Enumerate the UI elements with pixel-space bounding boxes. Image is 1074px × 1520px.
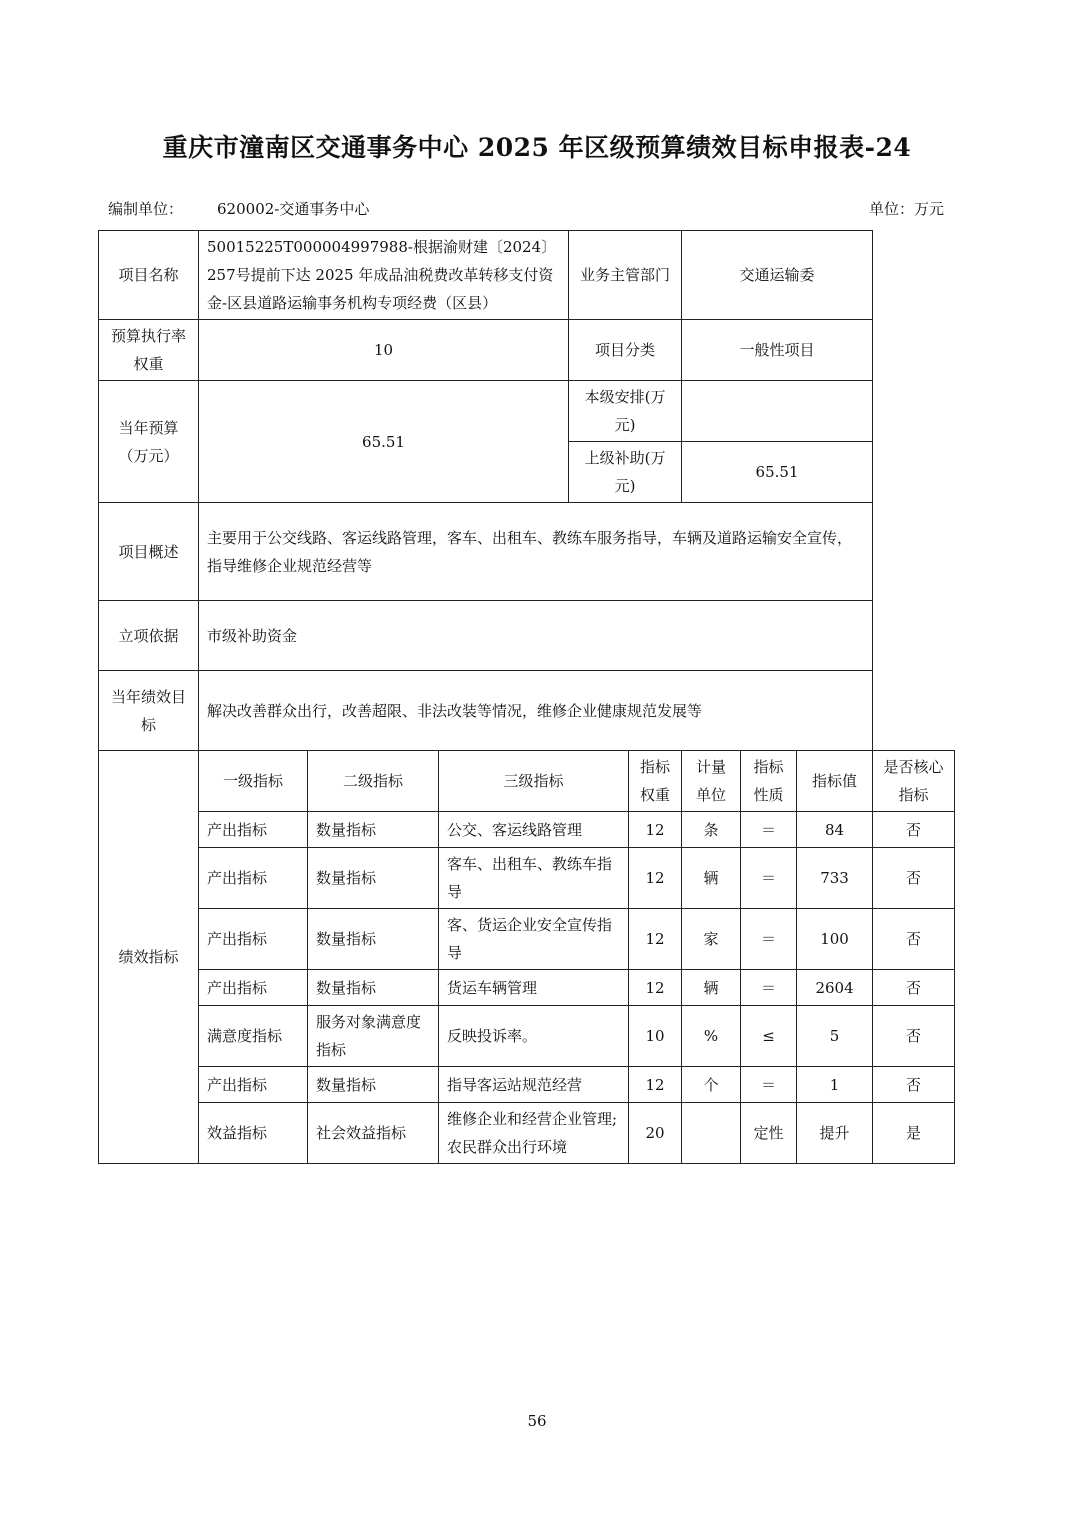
- indicator-header-row: [99, 751, 955, 812]
- compiling-unit: [108, 198, 369, 219]
- level1-cell: 产出指标: [199, 848, 308, 909]
- level3-cell: 维修企业和经营企业管理;农民群众出行环境: [439, 1103, 629, 1164]
- nature-cell: ＝: [741, 970, 797, 1006]
- unit-cell: [682, 1103, 741, 1164]
- unit-cell: 辆: [682, 970, 741, 1006]
- header-unit: 计量单位: [682, 751, 741, 812]
- level2-cell: 社会效益指标: [308, 1103, 439, 1164]
- header-level1: 一级指标: [199, 751, 308, 812]
- indicator-row: [99, 1067, 955, 1103]
- local-allocation-label: 本级安排(万元): [569, 381, 682, 442]
- unit-cell: 个: [682, 1067, 741, 1103]
- header-weight: 指标权重: [629, 751, 682, 812]
- dept-value: 交通运输委: [682, 231, 873, 320]
- indicator-row: [99, 812, 955, 848]
- level2-cell: 数量指标: [308, 812, 439, 848]
- unit-cell: 辆: [682, 848, 741, 909]
- compiling-unit-value: 620002-交通事务中心: [217, 200, 370, 218]
- level1-cell: 产出指标: [199, 970, 308, 1006]
- basis-label: 立项依据: [99, 601, 199, 671]
- project-name-value: 50015225T000004997988-根据渝财建〔2024〕257号提前下达 2025 年成品油税费改革转移支付资金-区县道路运输事务机构专项经费（区县）: [199, 231, 569, 320]
- value-cell: 733: [797, 848, 873, 909]
- level3-cell: 指导客运站规范经营: [439, 1067, 629, 1103]
- core-cell: 否: [873, 848, 955, 909]
- core-cell: 否: [873, 812, 955, 848]
- unit-cell: 家: [682, 909, 741, 970]
- core-cell: 否: [873, 970, 955, 1006]
- nature-cell: ≤: [741, 1006, 797, 1067]
- indicator-row: [99, 1006, 955, 1067]
- value-cell: 100: [797, 909, 873, 970]
- level1-cell: 产出指标: [199, 1067, 308, 1103]
- weight-cell: 20: [629, 1103, 682, 1164]
- weight-cell: 12: [629, 848, 682, 909]
- level2-cell: 数量指标: [308, 848, 439, 909]
- annual-goal-value: 解决改善群众出行，改善超限、非法改装等情况，维修企业健康规范发展等: [199, 671, 873, 751]
- basis-value: 市级补助资金: [199, 601, 873, 671]
- budget-value: 65.51: [199, 381, 569, 503]
- indicator-row: [99, 909, 955, 970]
- level1-cell: 产出指标: [199, 909, 308, 970]
- unit-cell: 条: [682, 812, 741, 848]
- compiling-unit-label: 编制单位：: [108, 200, 184, 218]
- budget-label: 当年预算（万元）: [99, 381, 199, 503]
- project-name-label: 项目名称: [99, 231, 199, 320]
- level2-cell: 服务对象满意度指标: [308, 1006, 439, 1067]
- value-cell: 5: [797, 1006, 873, 1067]
- indicator-row: [99, 848, 955, 909]
- header-core: 是否核心指标: [873, 751, 955, 812]
- level3-cell: 反映投诉率。: [439, 1006, 629, 1067]
- value-cell: 提升: [797, 1103, 873, 1164]
- overview-label: 项目概述: [99, 503, 199, 601]
- core-cell: 否: [873, 1006, 955, 1067]
- level2-cell: 数量指标: [308, 1067, 439, 1103]
- category-value: 一般性项目: [682, 320, 873, 381]
- header-level3: 三级指标: [439, 751, 629, 812]
- header-value: 指标值: [797, 751, 873, 812]
- value-cell: 2604: [797, 970, 873, 1006]
- indicators-section-label: 绩效指标: [99, 751, 199, 1164]
- weight-cell: 12: [629, 970, 682, 1006]
- nature-cell: ＝: [741, 812, 797, 848]
- weight-cell: 12: [629, 909, 682, 970]
- nature-cell: 定性: [741, 1103, 797, 1164]
- rate-weight-value: 10: [199, 320, 569, 381]
- level2-cell: 数量指标: [308, 909, 439, 970]
- page-number: 56: [527, 1412, 547, 1430]
- category-label: 项目分类: [569, 320, 682, 381]
- core-cell: 否: [873, 909, 955, 970]
- nature-cell: ＝: [741, 909, 797, 970]
- header-nature: 指标性质: [741, 751, 797, 812]
- upper-subsidy-value: 65.51: [682, 442, 873, 503]
- budget-performance-table: [98, 230, 955, 1164]
- currency-unit: 单位：万元: [868, 200, 944, 218]
- header-level2: 二级指标: [308, 751, 439, 812]
- value-cell: 84: [797, 812, 873, 848]
- level1-cell: 效益指标: [199, 1103, 308, 1164]
- level1-cell: 产出指标: [199, 812, 308, 848]
- indicator-row: [99, 1103, 955, 1164]
- level3-cell: 客车、出租车、教练车指导: [439, 848, 629, 909]
- nature-cell: ＝: [741, 1067, 797, 1103]
- weight-cell: 10: [629, 1006, 682, 1067]
- unit-cell: %: [682, 1006, 741, 1067]
- rate-weight-label: 预算执行率权重: [99, 320, 199, 381]
- indicator-row: [99, 970, 955, 1006]
- level3-cell: 公交、客运线路管理: [439, 812, 629, 848]
- annual-goal-label: 当年绩效目标: [99, 671, 199, 751]
- dept-label: 业务主管部门: [569, 231, 682, 320]
- core-cell: 否: [873, 1067, 955, 1103]
- weight-cell: 12: [629, 812, 682, 848]
- nature-cell: ＝: [741, 848, 797, 909]
- page-title: 重庆市潼南区交通事务中心 2025 年区级预算绩效目标申报表-24: [162, 133, 912, 162]
- value-cell: 1: [797, 1067, 873, 1103]
- local-allocation-value: [682, 381, 873, 442]
- level2-cell: 数量指标: [308, 970, 439, 1006]
- weight-cell: 12: [629, 1067, 682, 1103]
- level3-cell: 货运车辆管理: [439, 970, 629, 1006]
- upper-subsidy-label: 上级补助(万元): [569, 442, 682, 503]
- level3-cell: 客、货运企业安全宣传指导: [439, 909, 629, 970]
- core-cell: 是: [873, 1103, 955, 1164]
- overview-value: 主要用于公交线路、客运线路管理，客车、出租车、教练车服务指导，车辆及道路运输安全宣传，指导维修企业规范经营等: [199, 503, 873, 601]
- level1-cell: 满意度指标: [199, 1006, 308, 1067]
